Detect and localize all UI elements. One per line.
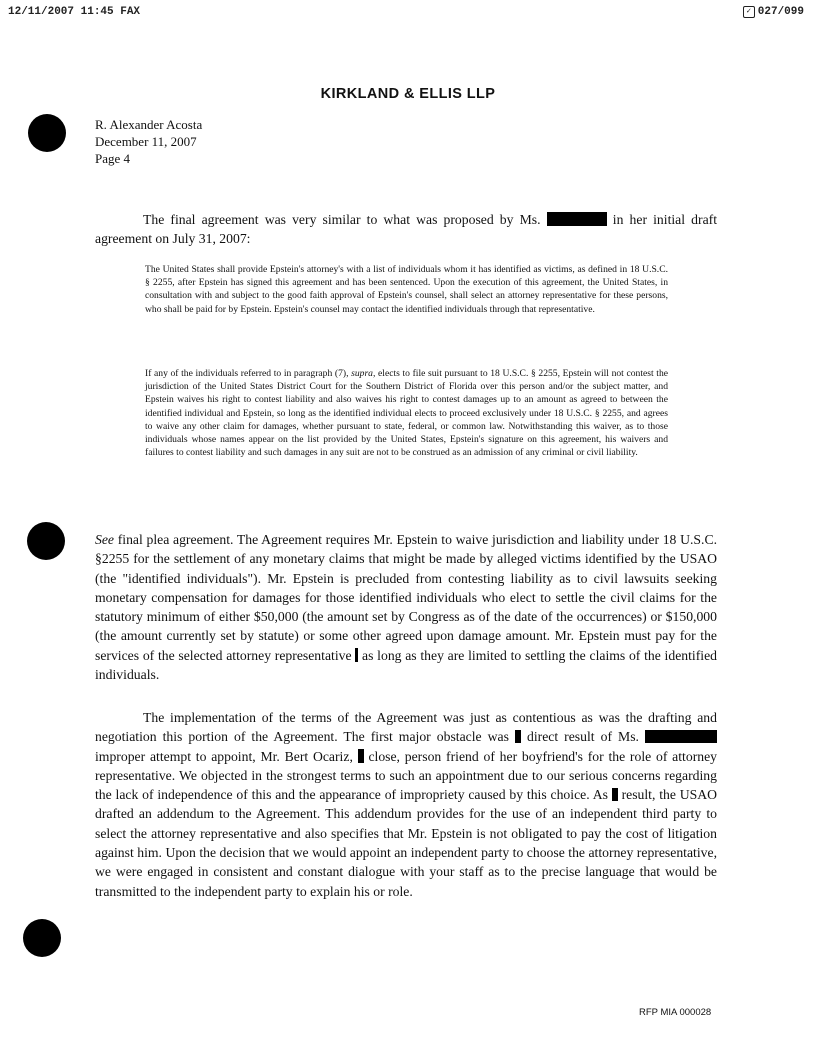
block-quote-2 [145, 367, 668, 459]
bates-number: RFP MIA 000028 [639, 1007, 712, 1018]
intro-text-before: The final agreement was very similar to what was proposed by Ms. [143, 212, 541, 227]
fax-page-number: 027/099 [757, 6, 804, 18]
paragraph-plea-agreement [95, 530, 717, 684]
redaction-bar [612, 788, 618, 802]
impl-text-2: direct result of Ms. [526, 729, 639, 745]
supra-citation: supra, [351, 368, 376, 379]
fax-icon: ✓ [743, 6, 755, 18]
quote-2-text-before: If any of the individuals referred to in paragraph (7), [145, 368, 349, 379]
plea-text-before: final plea agreement. The Agreement requires Mr. Epstein to waive jurisdiction and liability under 18 U.S.C. §2255 for the settlement of any monetary claims that might be made by alleged victims identified by the USAO (the "identified individuals"). Mr. Epstein is precluded from contesting liability as to civil lawsuits seeking monetary compensation for damages for those identified individuals who elect to settle the civil claims for the statutory minimum of either $50,000 (the amount set by Congress as of the date of the occurrences) or $150,000 (the amount currently set by statute) or some other agreed upon damage amount. Mr. Epstein must pay for the services of the selected attorney representative [95, 532, 717, 663]
hole-punch-bottom [23, 919, 61, 957]
impl-text-3: improper attempt to appoint, Mr. Bert Ocariz, [95, 748, 353, 764]
hole-punch-middle [27, 522, 65, 560]
paragraph-intro [95, 210, 717, 249]
letter-header [95, 116, 202, 167]
impl-text-4: close, person friend of her boyfriend's for the role of attorney representative. We objected in the strongest terms to such an appointment due to our serious concerns regarding the lack of independence of this and the appearance of impropriety caused by this choice. As [95, 748, 718, 803]
quote-2-text-after: elects to file suit pursuant to 18 U.S.C. § 2255, Epstein will not contest the jurisdiction of the United States District Court for the Southern District of Florida over this person and/or the subject matter, and Epstein waives his right to contest liability and also waives his right to contest damages up to an amount as agreed to between the identified individual and Epstein, so long as the identified individual elects to proceed exclusively under 18 U.S.C. § 2255, and agrees to waive any other claim for damages, whether pursuant to state, federal, or common law. Notwithstanding this waiver, as to those individuals whose names appear on the list provided by the United States, Epstein's signature on this agreement, his waivers and failures to contest liability and such damages in any suit are not to be construed as an admission of any criminal or civil liability. [145, 368, 669, 459]
see-signal: See [95, 532, 114, 547]
recipient-name: R. Alexander Acosta [95, 117, 203, 132]
redaction-bar [355, 648, 358, 662]
block-quote-1 [145, 263, 668, 316]
quote-1-text: The United States shall provide Epstein's attorney's with a list of individuals whom it has identified as victims, as defined in 18 U.S.C. § 2255, after Epstein has signed this agreement and has been sentenced. Upon the execution of this agreement, the United States, in consultation with and subject to the good faith approval of Epstein's counsel, shall select an attorney representative for these persons, who shall be paid for by Epstein. Epstein's counsel may contact the identified individuals through that representative. [145, 264, 668, 315]
fax-timestamp: 12/11/2007 11:45 FAX [8, 6, 141, 18]
hole-punch-top [28, 114, 66, 152]
letter-date: December 11, 2007 [95, 134, 197, 149]
paragraph-implementation [95, 708, 717, 901]
redaction-bar [645, 730, 717, 744]
redaction-bar [547, 212, 607, 226]
impl-text-1: The implementation of the terms of the Agreement was just as contentious as was the drafting and negotiation this portion of the Agreement. The first major obstacle was [95, 710, 717, 745]
firm-letterhead: KIRKLAND & ELLIS LLP [320, 86, 496, 102]
intro-text-after: in her initial draft agreement on July 31, 2007: [95, 212, 718, 247]
plea-text-after: as long as they are limited to settling the claims of the identified individuals. [95, 647, 717, 683]
redaction-bar [358, 749, 364, 763]
page-label: Page 4 [95, 151, 131, 166]
fax-page-counter [743, 6, 804, 18]
impl-text-5: result, the USAO drafted an addendum to the Agreement. This addendum provides for the use of an independent third party to select the attorney representative and also specifies that Mr. Epstein is not obligated to pay the cost of litigation against him. Upon the decision that we would appoint an independent party to choose the attorney representative, we were engaged in consistent and constant dialogue with your staff as to the precise language that would be transmitted to the independent party to explain his or role. [95, 787, 718, 899]
redaction-bar [515, 730, 521, 744]
